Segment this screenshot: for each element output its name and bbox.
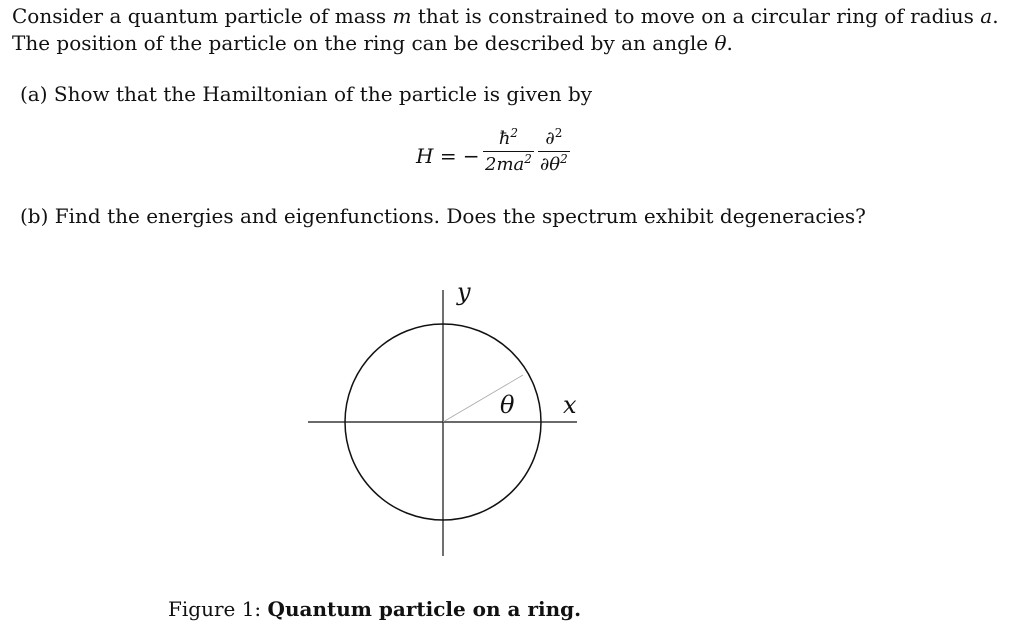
- intro-line-1: [12, 4, 999, 28]
- fraction-hbar: [483, 128, 534, 177]
- angle-variable: θ: [714, 31, 727, 55]
- figure-caption: [168, 597, 581, 621]
- intro-text: The position of the particle on the ring can be described by an angle: [12, 31, 715, 55]
- caption-title: Quantum particle on a ring.: [267, 597, 582, 621]
- intro-text: Consider a quantum particle of mass: [12, 4, 393, 28]
- mass-variable: m: [392, 4, 412, 28]
- fraction-hbar-denominator: [483, 152, 534, 177]
- equals-minus: = −: [439, 144, 480, 168]
- part-a-text: (a) Show that the Hamiltonian of the particle is given by: [20, 82, 593, 106]
- theta-label: θ: [500, 391, 515, 419]
- intro-line-2: [12, 31, 733, 55]
- y-axis-label: y: [457, 278, 471, 306]
- hbar-symbol: ħ: [498, 128, 511, 149]
- fraction-derivative-denominator: [538, 152, 570, 177]
- intro-text: .: [726, 31, 733, 55]
- part-b-text: (b) Find the energies and eigenfunctions. Does the spectrum exhibit degeneracies?: [20, 204, 866, 228]
- hamiltonian-symbol: H: [416, 144, 434, 168]
- caption-prefix: Figure 1:: [168, 597, 268, 621]
- equation-lhs: [416, 144, 480, 168]
- denominator-text: 2ma: [485, 154, 525, 175]
- fraction-hbar-numerator: [483, 128, 534, 152]
- ring-figure: [300, 270, 590, 560]
- partial-symbol: ∂: [545, 128, 555, 149]
- exponent: 2: [554, 126, 563, 140]
- exponent: 2: [524, 152, 532, 166]
- intro-text: that is constrained to move on a circular ring of radius: [411, 4, 981, 28]
- intro-text: .: [992, 4, 999, 28]
- exponent: 2: [560, 152, 568, 166]
- fraction-derivative-numerator: [538, 128, 570, 152]
- partial-theta-text: ∂θ: [540, 154, 561, 175]
- radius-variable: a: [980, 4, 993, 28]
- x-axis-label: x: [563, 391, 577, 419]
- fraction-derivative: [538, 128, 570, 177]
- exponent: 2: [510, 126, 519, 140]
